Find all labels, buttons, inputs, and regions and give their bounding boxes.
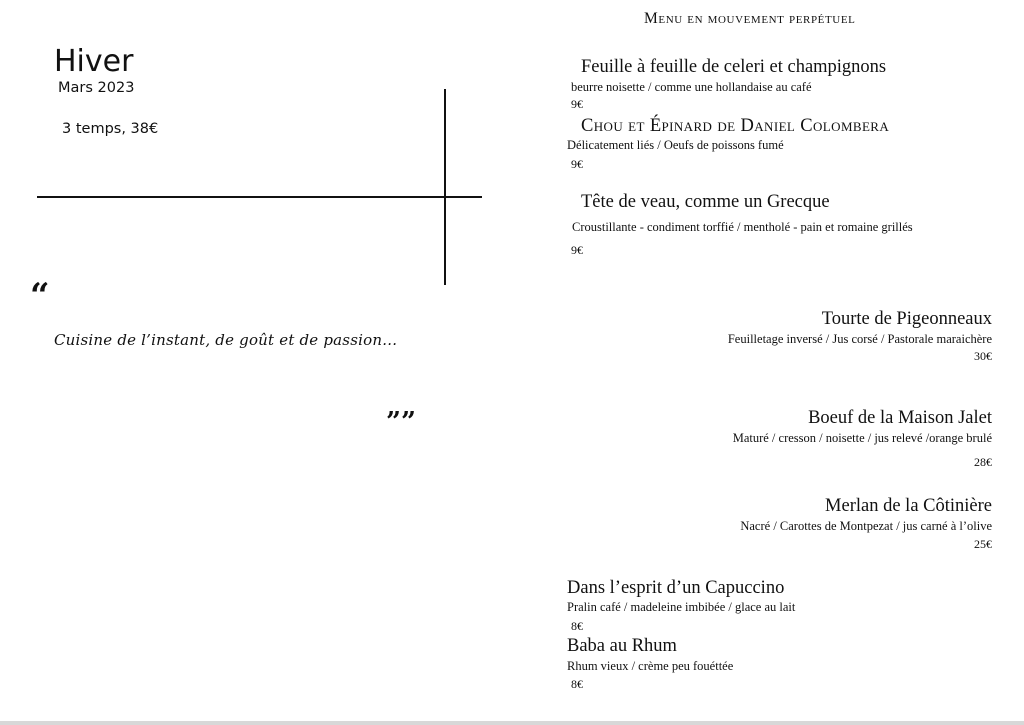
menu-title: Menu en mouvement perpétuel [644,10,856,27]
dish-name: Boeuf de la Maison Jalet [808,408,992,428]
opening-quote-mark: “ [30,276,50,316]
dish-description: Feuilletage inversé / Jus corsé / Pastorale maraichère [727,332,992,346]
dish-name: Feuille à feuille de celeri et champignons [581,57,887,77]
dish-price: 8€ [571,677,583,691]
dish-description: Croustillante - condiment torffié / mentholé - pain et romaine grillés [572,220,913,234]
dish-price: 25€ [974,537,992,551]
dish-name: Dans l’esprit d’un Capuccino [567,578,785,598]
dish-name: Tête de veau, comme un Grecque [581,192,830,212]
formula-price: 3 temps, 38€ [62,121,159,137]
dish-description: Nacré / Carottes de Montpezat / jus carné à l’olive [740,519,992,533]
dish-name: Baba au Rhum [567,636,677,656]
dish-description: Maturé / cresson / noisette / jus relevé /orange brulé [732,431,992,445]
slogan: Cuisine de l’instant, de goût et de passion… [54,331,398,349]
dish-price: 9€ [571,97,583,111]
vertical-divider [444,89,446,285]
dish-name: Chou et Épinard de Daniel Colombera [581,116,890,136]
dish-description: Rhum vieux / crème peu fouéttée [567,659,734,673]
dish-price: 30€ [974,349,992,363]
dish-name: Tourte de Pigeonneaux [821,309,992,329]
horizontal-divider [37,196,482,198]
dish-description: Pralin café / madeleine imbibée / glace au lait [567,600,796,614]
dish-price: 8€ [571,619,583,633]
dish-price: 28€ [974,455,992,469]
dish-description: beurre noisette / comme une hollandaise au café [571,80,812,94]
season-title: Hiver [54,44,134,79]
dish-description: Délicatement liés / Oeufs de poissons fumé [567,138,784,152]
closing-quote-mark: ”” [386,407,416,437]
dish-name: Merlan de la Côtinière [825,496,992,516]
page-bottom-edge [0,721,1024,725]
dish-price: 9€ [571,243,583,257]
menu-date: Mars 2023 [58,80,135,96]
dish-price: 9€ [571,157,583,171]
